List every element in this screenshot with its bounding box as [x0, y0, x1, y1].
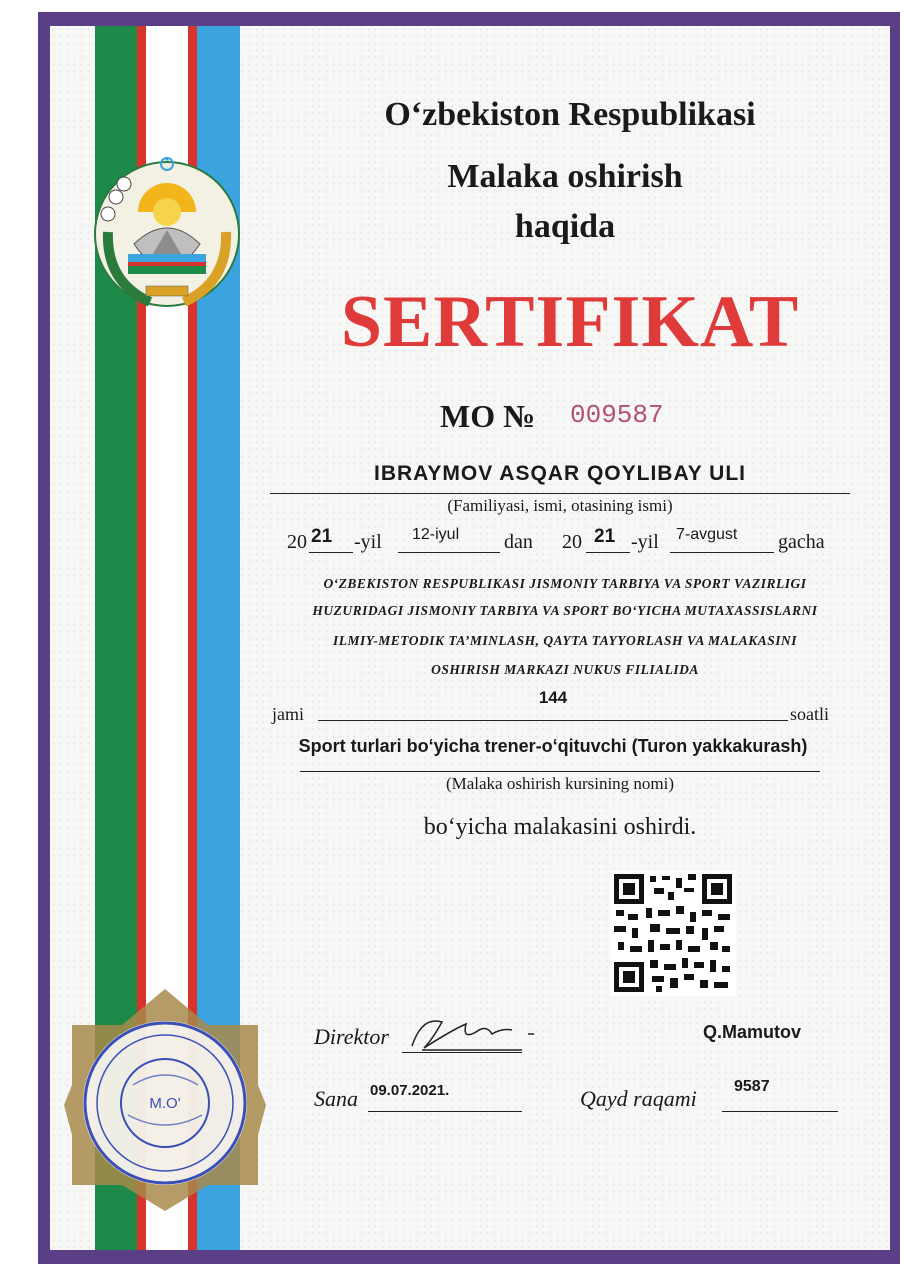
dan-label: dan — [504, 531, 533, 553]
name-caption: (Familiyasi, ismi, otasining ismi) — [447, 496, 673, 515]
yil-label-1: -yil — [354, 531, 382, 553]
org-line-2: HUZURIDAGI JISMONIY TARBIYA VA SPORT BO‘YICHA MUTAXASSISLARNI — [312, 603, 818, 618]
org-line-1: O‘ZBEKISTON RESPUBLIKASI JISMONIY TARBIYA VA SPORT VAZIRLIGI — [323, 576, 807, 591]
year2-value: 21 — [594, 526, 616, 547]
end-date: 7-avgust — [676, 526, 738, 543]
gacha-label: gacha — [778, 531, 825, 553]
date-label: Sana — [314, 1086, 358, 1111]
reg-number-label: Qayd raqami — [580, 1086, 697, 1111]
start-date: 12-iyul — [412, 526, 460, 543]
hours-value: 144 — [538, 688, 568, 707]
official-stamp — [58, 985, 273, 1215]
director-label: Direktor — [314, 1024, 389, 1049]
soatli-label: soatli — [790, 704, 829, 724]
header-country: O‘zbekiston Respublikasi — [384, 96, 756, 133]
org-line-4: OSHIRISH MARKAZI NUKUS FILIALIDA — [431, 662, 699, 677]
org-line-3: ILMIY-METODIK TA’MINLASH, QAYTA TAYYORLASH VA MALAKASINI — [332, 633, 798, 648]
reg-number-value: 9587 — [734, 1078, 770, 1095]
year1-underline — [309, 552, 353, 553]
certificate-number: 009587 — [570, 400, 664, 430]
director-signature — [402, 1010, 542, 1056]
year2-prefix: 20 — [562, 531, 582, 553]
full-name: IBRAYMOV ASQAR QOYLIBAY ULI — [373, 462, 746, 485]
year1-value: 21 — [311, 526, 333, 547]
mo-label: MO № — [440, 398, 536, 434]
hours-underline — [318, 720, 788, 721]
course-name: Sport turlari bo‘yicha trener-o‘qituvchi (Turon yakkakurash) — [298, 736, 808, 756]
stamp-center-text: M.O' — [149, 1095, 181, 1112]
start-date-underline — [398, 552, 500, 553]
yil-label-2: -yil — [631, 531, 659, 553]
date-underline — [368, 1111, 522, 1112]
coat-of-arms-emblem — [88, 152, 246, 314]
director-name: Q.Mamutov — [703, 1022, 802, 1042]
course-caption: (Malaka oshirish kursining nomi) — [445, 774, 675, 793]
conclusion-text: bo‘yicha malakasini oshirdi. — [423, 814, 697, 840]
course-underline — [300, 771, 820, 772]
jami-label: jami — [272, 704, 304, 724]
year1-prefix: 20 — [287, 531, 307, 553]
date-value: 09.07.2021. — [370, 1082, 450, 1099]
certificate-title: SERTIFIKAT — [340, 281, 800, 363]
name-underline — [270, 493, 850, 494]
qr-code — [610, 870, 736, 996]
reg-number-underline — [722, 1111, 838, 1112]
header-line-2: Malaka oshirish — [447, 158, 683, 195]
director-underline — [402, 1052, 522, 1053]
header-line-3: haqida — [514, 208, 616, 245]
end-date-underline — [670, 552, 774, 553]
year2-underline — [586, 552, 630, 553]
